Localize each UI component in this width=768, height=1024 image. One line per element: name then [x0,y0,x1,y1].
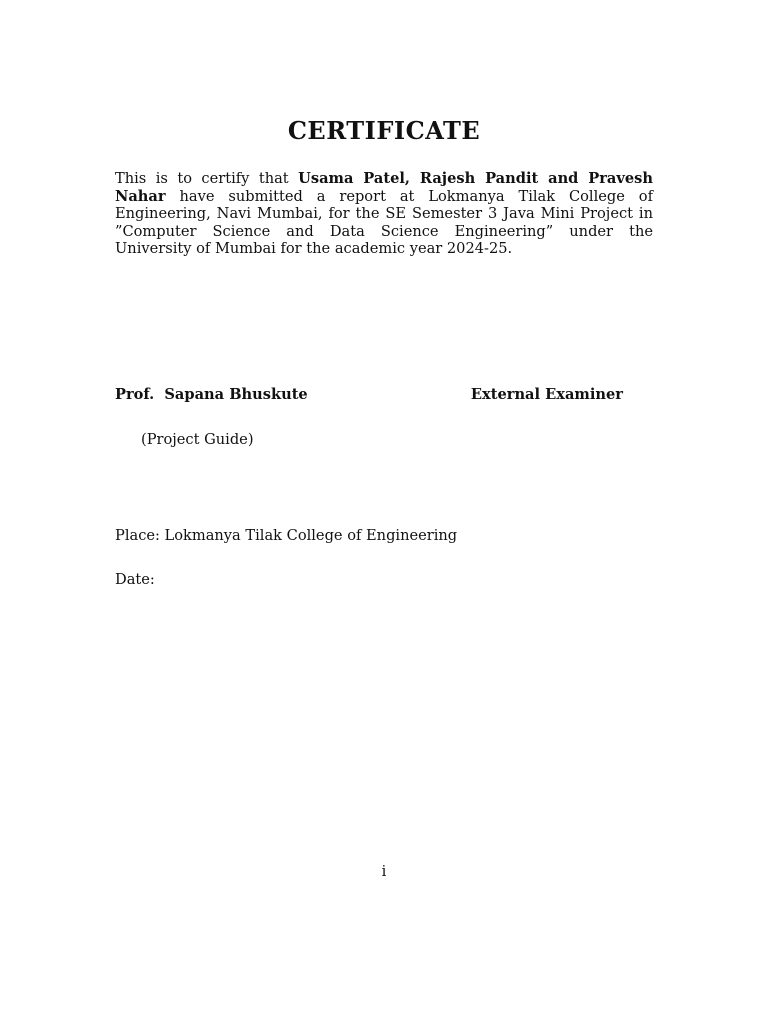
date-line: Date: [115,571,155,588]
external-examiner-label: External Examiner [470,386,623,403]
certificate-paragraph [115,170,653,258]
paragraph-rest: have submitted a report at Lokmanya Tilak College of Engineering, Navi Mumbai, for the SE Semester 3 Java Mini Project in ”Computer Science and Data Science Engineering” under the University of Mumbai for the academic year 2024-25. [115,187,653,257]
guide-name: Prof. Sapana Bhuskute [115,386,308,403]
certificate-title: CERTIFICATE [287,116,481,145]
place-line: Place: Lokmanya Tilak College of Engineering [115,527,458,544]
paragraph-intro: This is to certify that [115,170,299,187]
page-number: i [381,863,387,880]
guide-role: (Project Guide) [141,431,254,448]
student-names: Usama Patel, Rajesh Pandit and Pravesh Nahar [115,170,653,205]
